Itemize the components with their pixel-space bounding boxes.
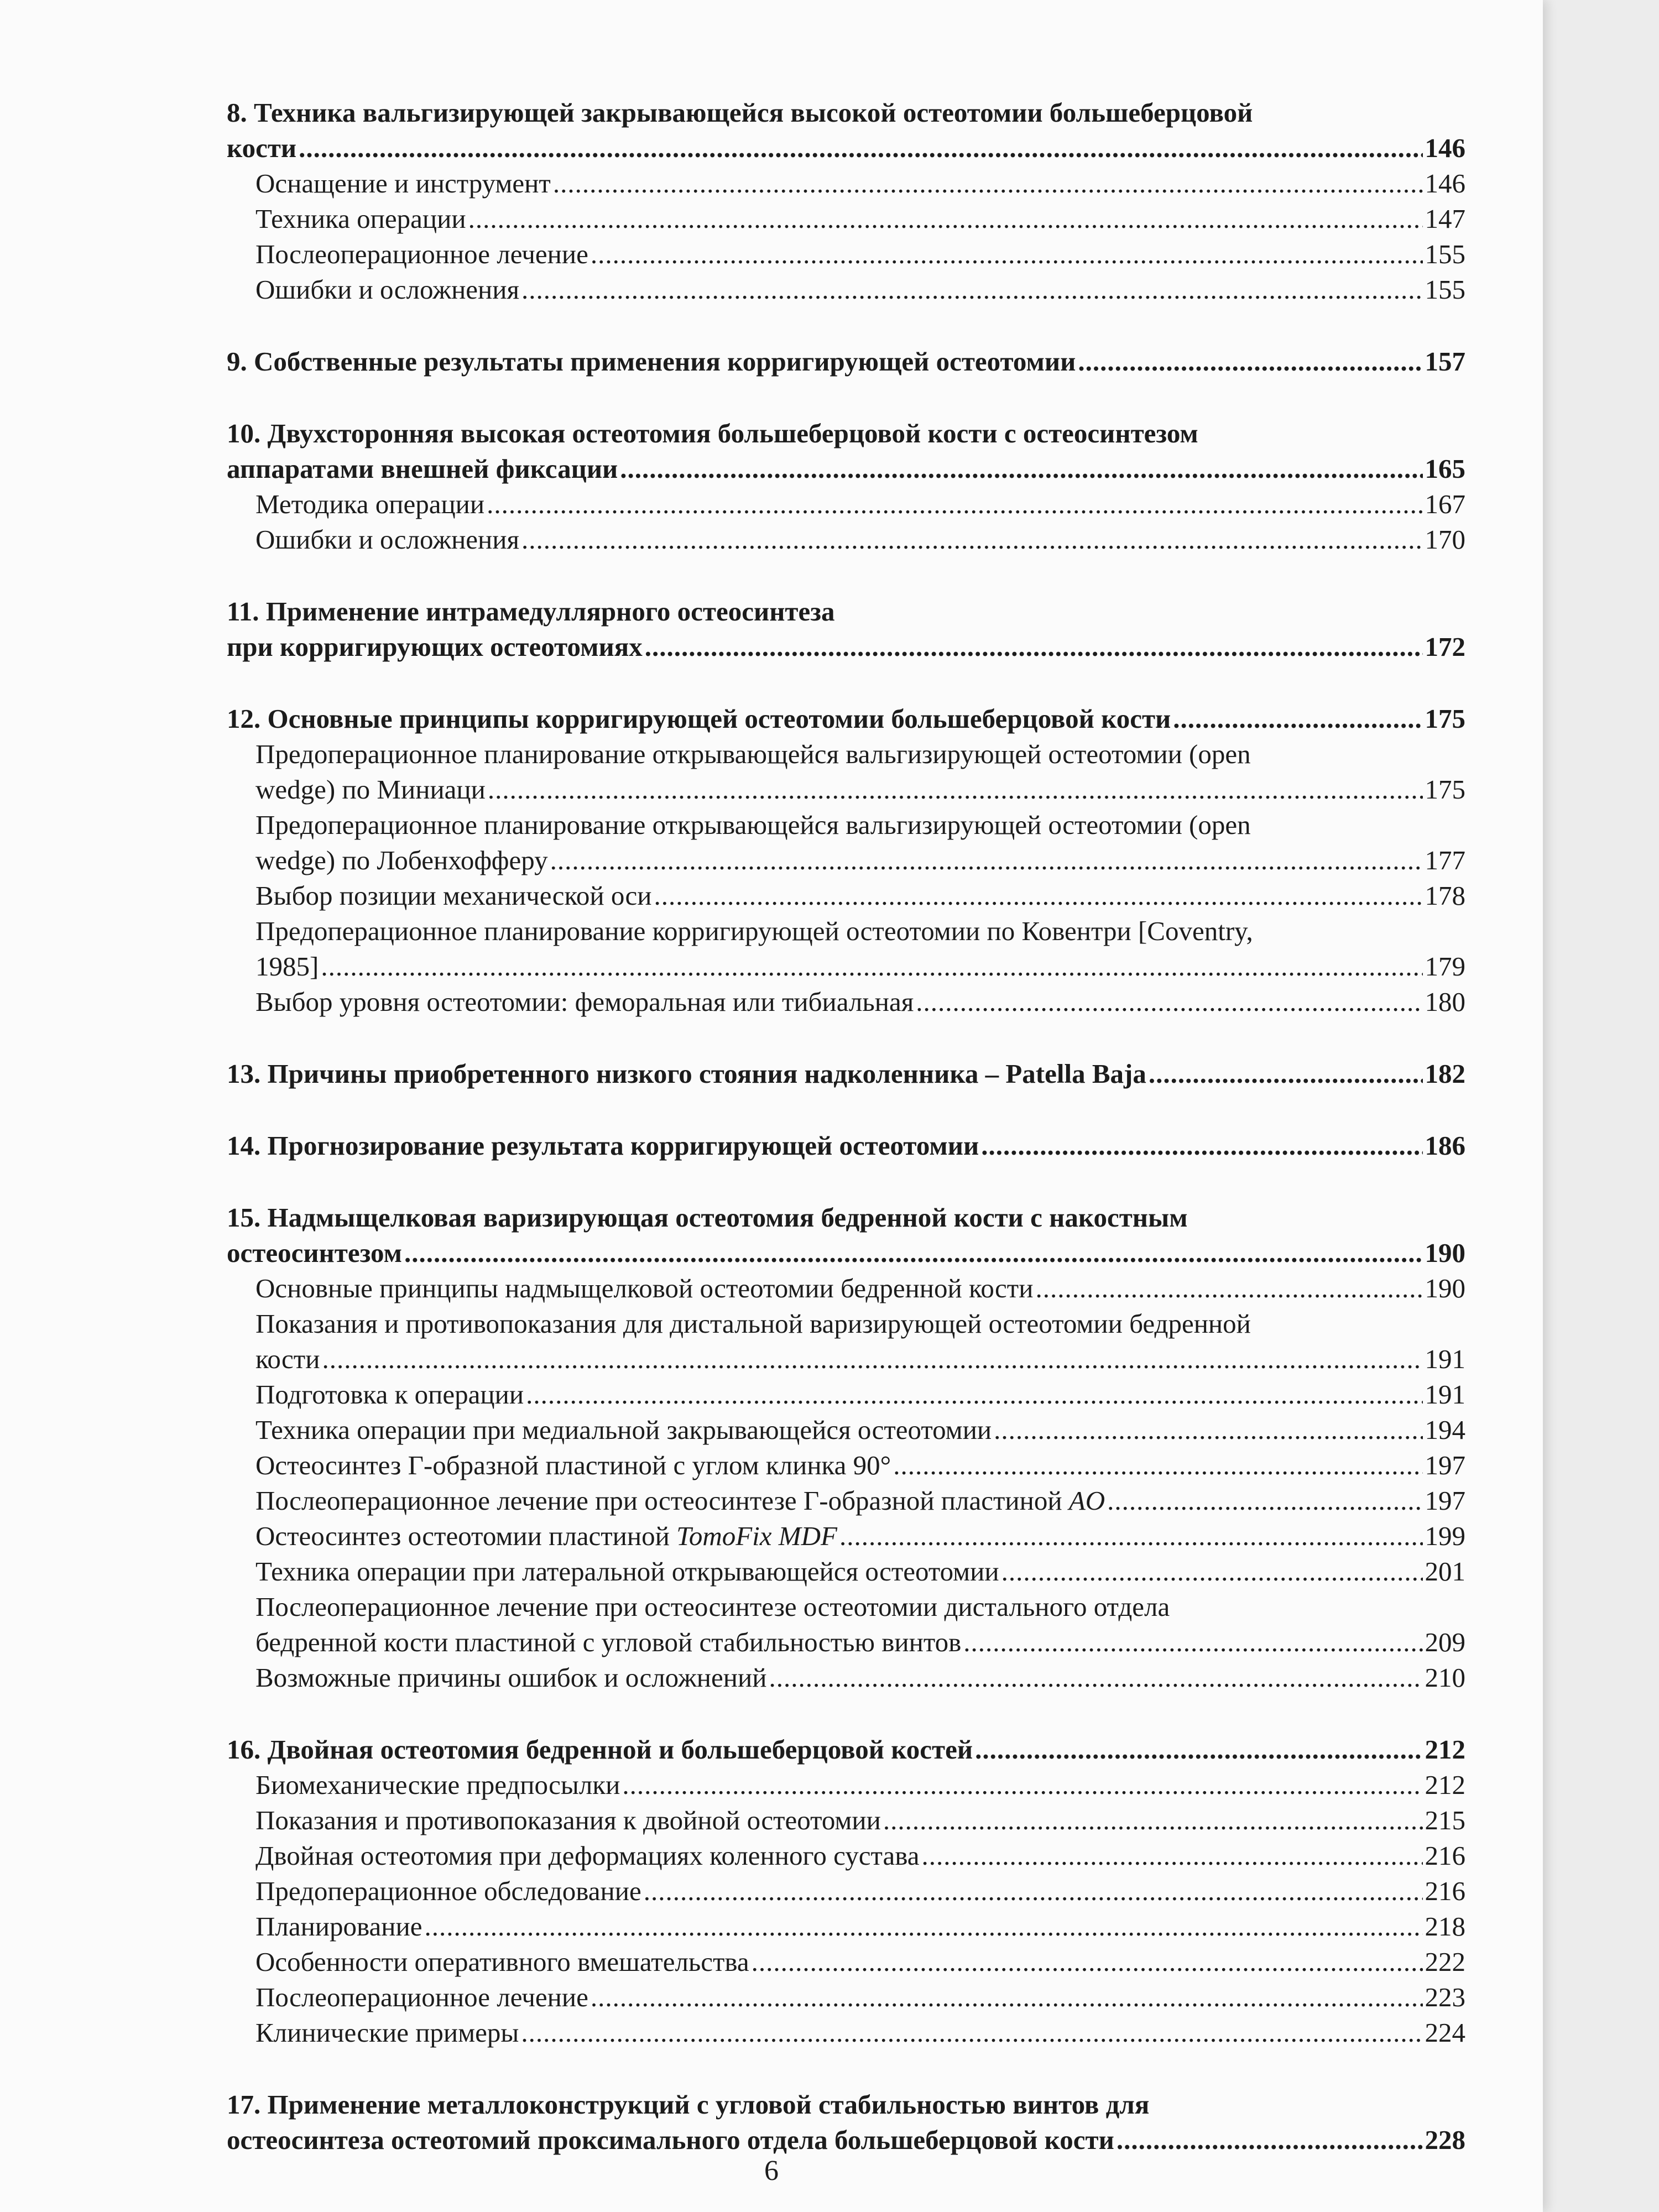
chapter-page-number: 190 — [1425, 1238, 1465, 1268]
section-page-number: 155 — [1425, 274, 1465, 305]
section-entry — [227, 1448, 1465, 1483]
section-entry — [227, 1874, 1465, 1909]
chapter-page-number: 157 — [1425, 346, 1465, 377]
section-page-number: 212 — [1425, 1770, 1465, 1800]
section-title: Ошибки и осложнения — [255, 274, 520, 305]
chapter-title-line: 10. Двухсторонняя высокая остеотомия большеберцовой кости с остеосинтезом — [227, 418, 1198, 448]
section-title: бедренной кости пластиной с угловой стабильностью винтов — [255, 1627, 962, 1657]
chapter-entry — [227, 1056, 1465, 1092]
section-page-number: 178 — [1425, 880, 1465, 911]
chapter-page-number: 186 — [1425, 1130, 1465, 1161]
section-page-number: 147 — [1425, 204, 1465, 234]
chapter-title: при корригирующих остеотомиях — [227, 632, 643, 662]
section-title: Выбор уровня остеотомии: феморальная или тибиальная — [255, 987, 914, 1017]
section-page-number: 170 — [1425, 524, 1465, 555]
dot-leader — [981, 1128, 1422, 1164]
dot-leader — [550, 843, 1423, 878]
section-title: Методика операции — [255, 489, 485, 519]
toc-chapter — [227, 1128, 1465, 1164]
chapter-title-line: 8. Техника вальгизирующей закрывающейся высокой остеотомии большеберцовой — [227, 97, 1253, 128]
chapter-page-number: 212 — [1425, 1734, 1465, 1765]
section-entry — [227, 272, 1465, 307]
space-separator — [1062, 1483, 1069, 1519]
dot-leader — [752, 1944, 1423, 1980]
section-page-number: 218 — [1425, 1911, 1465, 1942]
chapter-entry — [227, 701, 1465, 737]
section-title: Техника операции при медиальной закрывающейся остеотомии — [255, 1415, 992, 1445]
section-title: wedge) по Лобенхофферу — [255, 845, 548, 875]
dot-leader — [322, 1342, 1422, 1377]
toc-chapter — [227, 1200, 1465, 1695]
chapter-entry — [227, 1128, 1465, 1164]
chapter-entry — [227, 1732, 1465, 1767]
section-title: Предоперационное обследование — [255, 1876, 641, 1906]
section-entry — [227, 772, 1465, 807]
dot-leader — [487, 487, 1422, 522]
section-title: Остеосинтез Г-образной пластиной с углом клинка 90° — [255, 1450, 891, 1480]
section-entry — [227, 1519, 1465, 1554]
dot-leader — [769, 1660, 1422, 1695]
chapter-page-number: 172 — [1425, 632, 1465, 662]
section-title: Выбор позиции механической оси — [255, 880, 652, 911]
dot-leader — [963, 1625, 1422, 1660]
section-entry — [227, 1554, 1465, 1589]
section-page-number: 191 — [1425, 1344, 1465, 1374]
section-title: wedge) по Миниаци — [255, 774, 486, 805]
toc-chapter — [227, 344, 1465, 379]
chapter-entry — [227, 451, 1465, 487]
dot-leader — [645, 629, 1423, 665]
section-title-line: Послеоперационное лечение при остеосинтезе остеотомии дистального отдела — [255, 1592, 1170, 1622]
dot-leader — [644, 1874, 1423, 1909]
dot-leader — [1107, 1483, 1422, 1519]
dot-leader — [921, 1838, 1422, 1874]
chapter-title: кости — [227, 133, 297, 163]
section-page-number: 190 — [1425, 1273, 1465, 1303]
dot-leader — [1173, 701, 1422, 737]
dot-leader — [1117, 2122, 1423, 2158]
section-page-number: 201 — [1425, 1556, 1465, 1587]
section-title-line: Предоперационное планирование открывающейся вальгизирующей остеотомии (open — [255, 810, 1251, 840]
section-page-number: 175 — [1425, 774, 1465, 805]
section-entry — [227, 1944, 1465, 1980]
section-entry — [227, 237, 1465, 272]
chapter-entry — [227, 1235, 1465, 1271]
toc-chapter — [227, 701, 1465, 1020]
section-entry — [227, 949, 1465, 984]
dot-leader — [591, 237, 1423, 272]
section-entry — [227, 2015, 1465, 2051]
section-title: Особенности оперативного вмешательства — [255, 1947, 749, 1977]
section-page-number: 215 — [1425, 1805, 1465, 1835]
section-page-number: 224 — [1425, 2017, 1465, 2048]
dot-leader — [1035, 1271, 1422, 1306]
section-title: Послеоперационное лечение — [255, 239, 588, 269]
section-page-number: 155 — [1425, 239, 1465, 269]
section-title: Показания и противопоказания к двойной остеотомии — [255, 1805, 881, 1835]
chapter-title: 16. Двойная остеотомия бедренной и большеберцовой костей — [227, 1734, 973, 1765]
section-page-number: 197 — [1425, 1450, 1465, 1480]
chapter-entry — [227, 131, 1465, 166]
section-title: Послеоперационное лечение при остеосинтезе Г-образной пластиной — [255, 1485, 1062, 1516]
section-page-number: 210 — [1425, 1662, 1465, 1693]
dot-leader — [1078, 344, 1422, 379]
dot-leader — [654, 878, 1423, 914]
section-page-number: 216 — [1425, 1840, 1465, 1871]
section-title: Оснащение и инструмент — [255, 168, 551, 199]
section-entry — [227, 487, 1465, 522]
section-title-italic: AO — [1068, 1485, 1105, 1516]
chapter-title: 13. Причины приобретенного низкого стояния надколенника – Patella Baja — [227, 1058, 1146, 1089]
section-entry — [227, 878, 1465, 914]
section-entry — [227, 1271, 1465, 1306]
section-title-line: Предоперационное планирование корригирующей остеотомии по Ковентри [Coventry, — [255, 916, 1253, 946]
dot-leader — [622, 1767, 1422, 1803]
section-entry — [227, 1483, 1465, 1519]
section-title-line: Предоперационное планирование открывающейся вальгизирующей остеотомии (open — [255, 739, 1251, 769]
section-entry — [227, 1980, 1465, 2015]
chapter-title: аппаратами внешней фиксации — [227, 453, 618, 484]
chapter-page-number: 165 — [1425, 453, 1465, 484]
section-page-number: 191 — [1425, 1379, 1465, 1410]
section-page-number: 179 — [1425, 951, 1465, 982]
section-page-number: 194 — [1425, 1415, 1465, 1445]
section-page-number: 197 — [1425, 1485, 1465, 1516]
section-entry — [227, 201, 1465, 237]
section-entry — [227, 1412, 1465, 1448]
dot-leader — [994, 1412, 1422, 1448]
section-title: Биомеханические предпосылки — [255, 1770, 620, 1800]
section-entry — [227, 522, 1465, 557]
chapter-title: остеосинтезом — [227, 1238, 402, 1268]
section-page-number: 146 — [1425, 168, 1465, 199]
table-of-contents — [227, 95, 1465, 2194]
toc-chapter — [227, 2087, 1465, 2158]
dot-leader — [488, 772, 1423, 807]
section-title-line: Показания и противопоказания для дистальной варизирующей остеотомии бедренной — [255, 1308, 1251, 1339]
chapter-title: 12. Основные принципы корригирующей остеотомии большеберцовой кости — [227, 703, 1171, 734]
chapter-title-line: 11. Применение интрамедуллярного остеосинтеза — [227, 596, 835, 627]
section-page-number: 209 — [1425, 1627, 1465, 1657]
section-entry — [227, 984, 1465, 1020]
chapter-title-line: 17. Применение металлоконструкций с угловой стабильностью винтов для — [227, 2089, 1150, 2120]
chapter-page-number: 228 — [1425, 2125, 1465, 2155]
chapter-page-number: 182 — [1425, 1058, 1465, 1089]
dot-leader — [553, 166, 1423, 201]
section-entry — [227, 1377, 1465, 1412]
section-title: Техника операции при латеральной открывающейся остеотомии — [255, 1556, 999, 1587]
dot-leader — [321, 949, 1422, 984]
chapter-page-number: 146 — [1425, 133, 1465, 163]
toc-chapter — [227, 1732, 1465, 2051]
section-entry — [227, 1909, 1465, 1944]
chapter-title: остеосинтеза остеотомий проксимального отдела большеберцовой кости — [227, 2125, 1114, 2155]
section-title: 1985] — [255, 951, 319, 982]
chapter-title: 9. Собственные результаты применения корригирующей остеотомии — [227, 346, 1076, 377]
dot-leader — [404, 1235, 1423, 1271]
section-page-number: 199 — [1425, 1521, 1465, 1551]
dot-leader — [883, 1803, 1423, 1838]
section-title: Возможные причины ошибок и осложнений — [255, 1662, 767, 1693]
toc-chapter — [227, 1056, 1465, 1092]
section-title: Планирование — [255, 1911, 422, 1942]
section-title: Техника операции — [255, 204, 466, 234]
section-entry — [227, 1660, 1465, 1695]
section-title: кости — [255, 1344, 320, 1374]
dot-leader — [1001, 1554, 1423, 1589]
section-entry — [227, 1342, 1465, 1377]
chapter-title: 14. Прогнозирование результата корригирующей остеотомии — [227, 1130, 979, 1161]
page-number: 6 — [764, 2155, 779, 2187]
chapter-entry — [227, 629, 1465, 665]
dot-leader — [1149, 1056, 1423, 1092]
chapter-entry — [227, 344, 1465, 379]
section-title: Клинические примеры — [255, 2017, 519, 2048]
section-page-number: 177 — [1425, 845, 1465, 875]
section-title: Основные принципы надмыщелковой остеотомии бедренной кости — [255, 1273, 1034, 1303]
section-entry — [227, 843, 1465, 878]
section-entry — [227, 1625, 1465, 1660]
section-page-number: 222 — [1425, 1947, 1465, 1977]
dot-leader — [526, 1377, 1422, 1412]
space-separator — [670, 1519, 676, 1554]
dot-leader — [521, 2015, 1422, 2051]
dot-leader — [975, 1732, 1422, 1767]
dot-leader — [620, 451, 1422, 487]
section-page-number: 223 — [1425, 1982, 1465, 2012]
section-page-number: 216 — [1425, 1876, 1465, 1906]
section-entry — [227, 166, 1465, 201]
toc-chapter — [227, 416, 1465, 557]
dot-leader — [916, 984, 1422, 1020]
toc-chapter — [227, 594, 1465, 665]
dot-leader — [468, 201, 1423, 237]
section-entry — [227, 1767, 1465, 1803]
chapter-page-number: 175 — [1425, 703, 1465, 734]
toc-chapter — [227, 95, 1465, 307]
dot-leader — [521, 272, 1422, 307]
dot-leader — [893, 1448, 1422, 1483]
section-page-number: 180 — [1425, 987, 1465, 1017]
section-entry — [227, 1803, 1465, 1838]
chapter-entry — [227, 2122, 1465, 2158]
section-title-italic: TomoFix MDF — [676, 1521, 837, 1551]
section-title: Остеосинтез остеотомии пластиной — [255, 1521, 670, 1551]
section-title: Двойная остеотомия при деформациях коленного сустава — [255, 1840, 920, 1871]
section-page-number: 167 — [1425, 489, 1465, 519]
dot-leader — [591, 1980, 1423, 2015]
section-entry — [227, 1838, 1465, 1874]
dot-leader — [839, 1519, 1423, 1554]
section-title: Ошибки и осложнения — [255, 524, 520, 555]
dot-leader — [521, 522, 1422, 557]
dot-leader — [424, 1909, 1422, 1944]
section-title: Послеоперационное лечение — [255, 1982, 588, 2012]
dot-leader — [299, 131, 1422, 166]
section-title: Подготовка к операции — [255, 1379, 524, 1410]
chapter-title-line: 15. Надмыщелковая варизирующая остеотомия бедренной кости с накостным — [227, 1202, 1188, 1233]
